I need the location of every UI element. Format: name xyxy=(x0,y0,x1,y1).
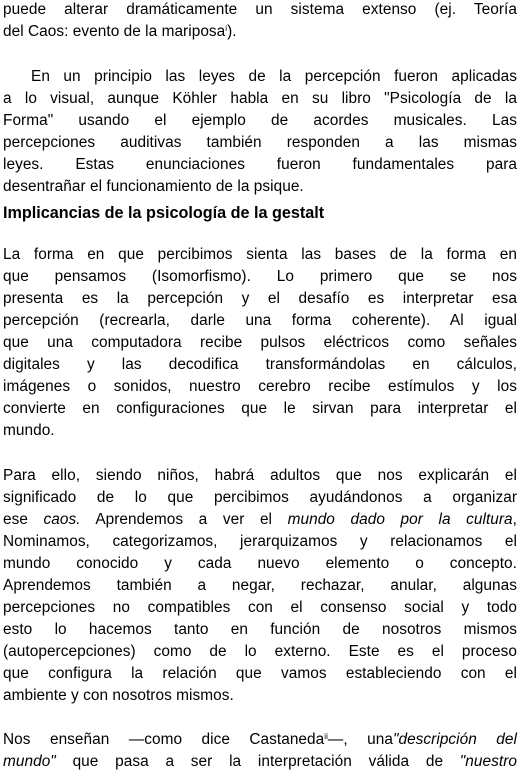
paragraph-line: (autopercepciones) como de lo externo. Este es el proceso xyxy=(3,643,517,660)
paragraph-line: percepción (recrearla, darle una forma coherente). Al igual xyxy=(3,312,517,329)
paragraph-line: a lo visual, aunque Köhler habla en su libro "Psicología de la xyxy=(3,90,517,107)
section-heading: Implicancias de la psicología de la gestalt xyxy=(3,204,325,222)
paragraph-line: leyes. Estas enunciaciones fueron fundamentales para xyxy=(3,156,517,173)
paragraph-line: puede alterar dramáticamente un sistema extenso (ej. Teoría xyxy=(3,1,517,18)
paragraph-line: que pensamos (Isomorfismo). Lo primero que se nos xyxy=(3,268,517,285)
paragraph-line: mundo. xyxy=(3,422,55,439)
paragraph-line: del Caos: evento de la mariposa$^i$). xyxy=(3,23,237,40)
paragraph-line: que configura la relación que vamos estableciendo con el xyxy=(3,665,517,682)
paragraph-line: Nos enseñan —como dice Castaneda$^{ii}$—, una"descripción del xyxy=(3,731,517,748)
paragraph-line: que una computadora recibe pulsos eléctricos como señales xyxy=(3,334,517,351)
footnote-marker[interactable]: i xyxy=(225,24,228,33)
paragraph-line: significado de lo que percibimos ayudándonos a organizar xyxy=(3,489,517,506)
paragraph-line: ese caos. Aprendemos a ver el mundo dado por la cultura, xyxy=(3,511,517,528)
paragraph-line: percepciones no compatibles con el consenso social y todo xyxy=(3,599,517,616)
paragraph-line: Forma" usando el ejemplo de acordes musicales. Las xyxy=(3,112,517,129)
paragraph-line: imágenes o sonidos, nuestro cerebro recibe estímulos y los xyxy=(3,378,517,395)
paragraph-line: ambiente y con nosotros mismos. xyxy=(3,687,234,704)
paragraph-line: convierte en configuraciones que le sirvan para interpretar el xyxy=(3,400,517,417)
paragraph-line: digitales y las decodifica transformándolas en cálculos, xyxy=(3,356,517,373)
paragraph-line: mundo" que pasa a ser la interpretación válida de "nuestro xyxy=(3,753,517,770)
paragraph-line: esto lo hacemos tanto en función de nosotros mismos xyxy=(3,621,517,638)
paragraph-line: mundo conocido y cada nuevo elemento o concepto. xyxy=(3,555,517,572)
paragraph-line: desentrañar el funcionamiento de la psique. xyxy=(3,178,304,195)
paragraph-line: Nominamos, categorizamos, jerarquizamos y relacionamos el xyxy=(3,533,517,550)
footnote-marker[interactable]: ii xyxy=(324,732,328,741)
paragraph-line: Para ello, siendo niños, habrá adultos que nos explicarán el xyxy=(3,467,517,484)
paragraph-line: presenta es la percepción y el desafío es interpretar esa xyxy=(3,290,517,307)
paragraph-line: percepciones auditivas también responden a las mismas xyxy=(3,134,517,151)
paragraph-line: En un principio las leyes de la percepción fueron aplicadas xyxy=(31,68,517,85)
paragraph-line: Aprendemos también a negar, rechazar, anular, algunas xyxy=(3,577,517,594)
paragraph-line: La forma en que percibimos sienta las bases de la forma en xyxy=(3,246,517,263)
